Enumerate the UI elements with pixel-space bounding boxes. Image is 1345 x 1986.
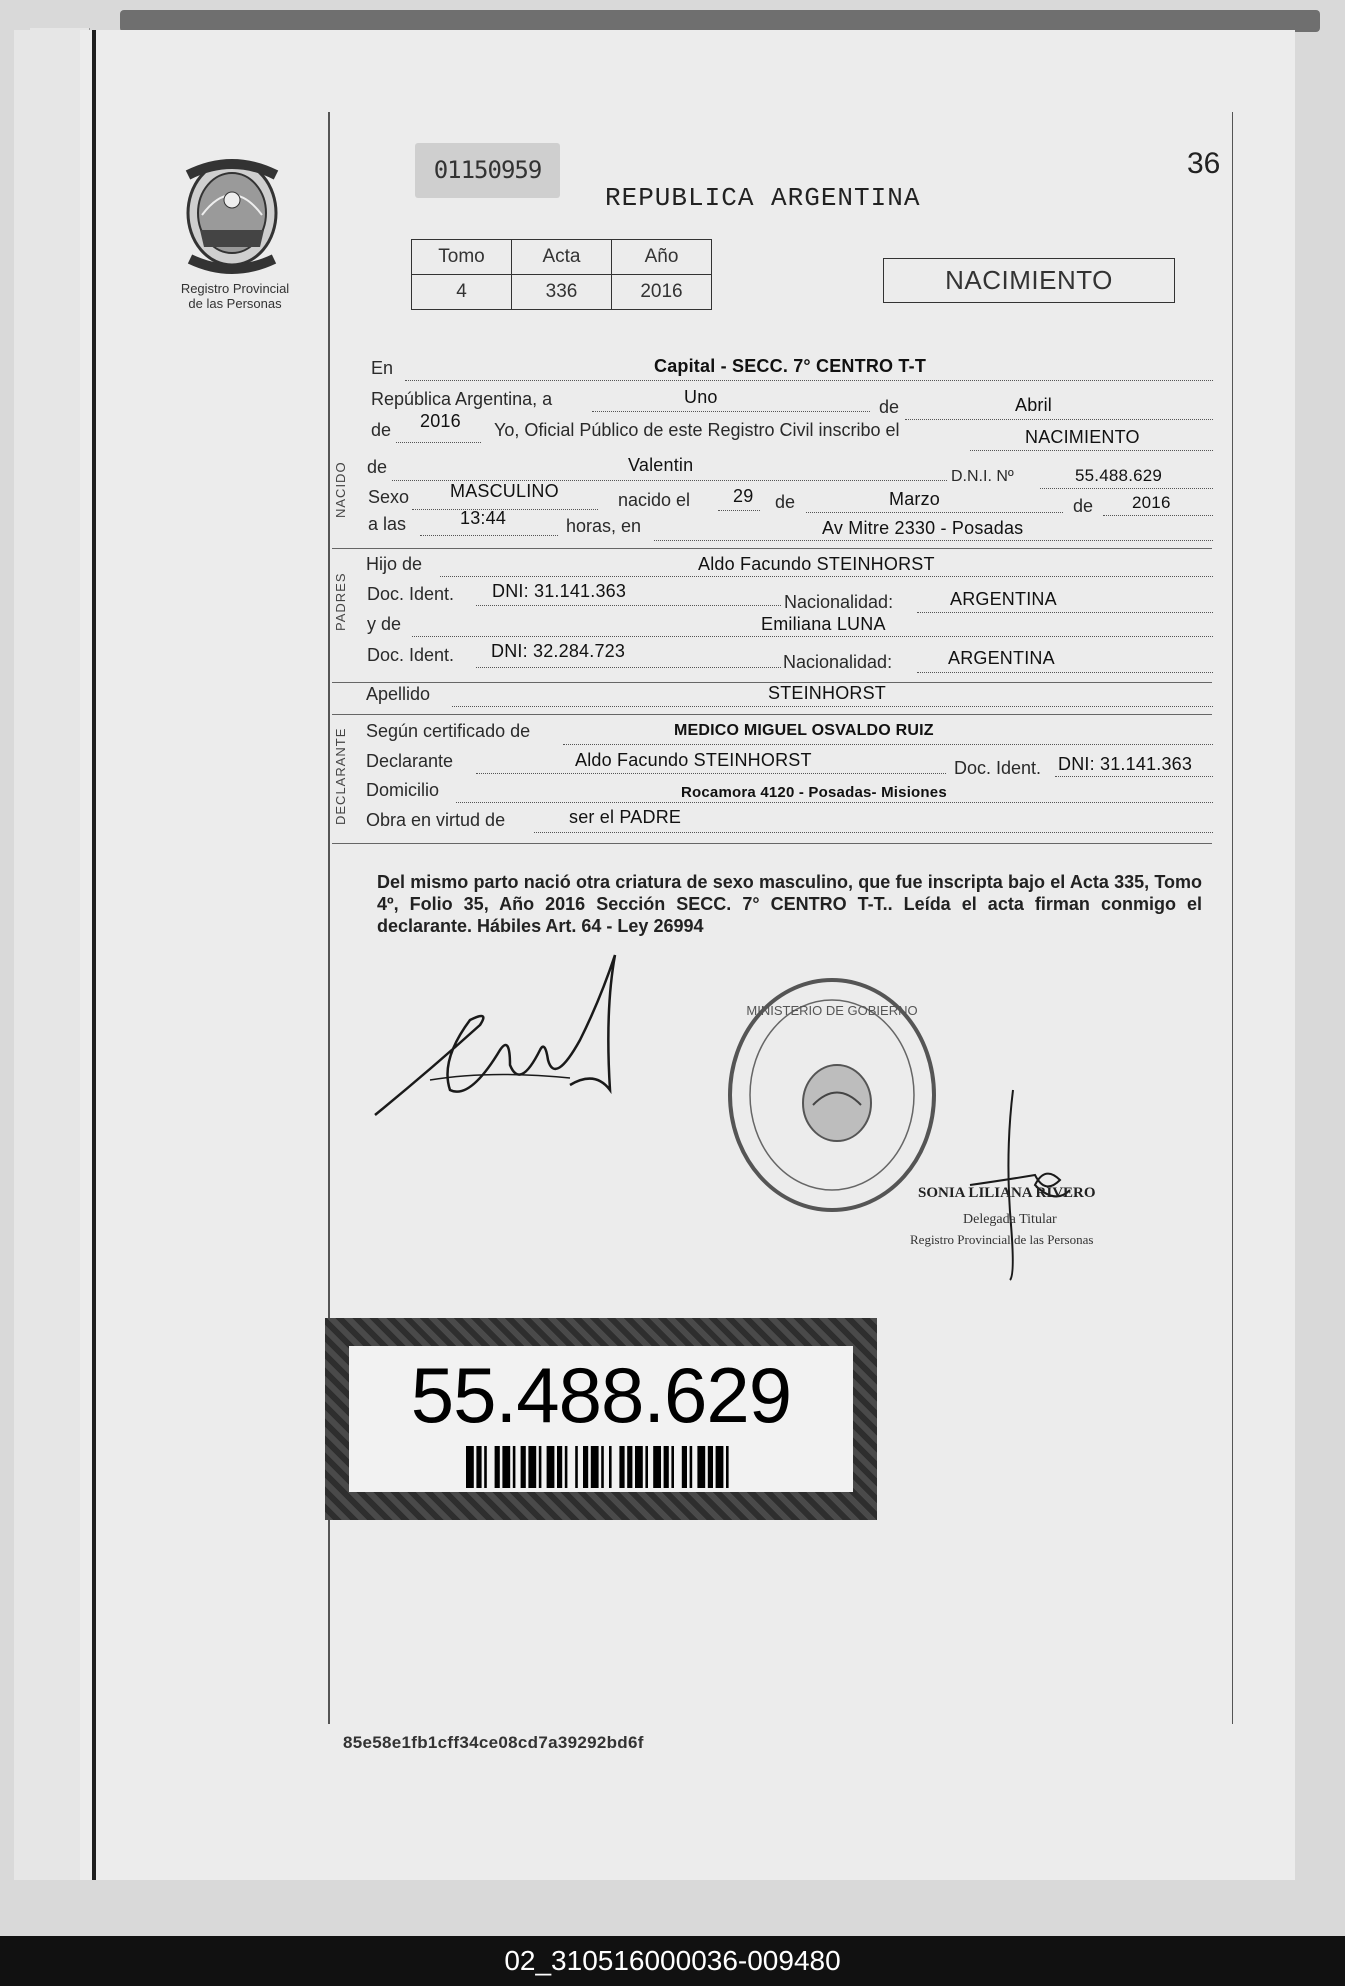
dotted-line xyxy=(1040,488,1213,489)
dotted-line xyxy=(534,832,1213,833)
province-emblem-icon xyxy=(180,155,285,275)
page-number: 36 xyxy=(1187,147,1221,180)
section-label-declarante: DECLARANTE xyxy=(333,727,348,825)
dotted-line xyxy=(592,411,870,412)
record-header-anio: Año xyxy=(612,240,712,275)
record-header-tomo: Tomo xyxy=(412,240,512,275)
dni-label: D.N.I. Nº xyxy=(951,468,1014,485)
dotted-line xyxy=(917,672,1213,673)
record-value-tomo: 4 xyxy=(412,275,512,310)
month-value: Abril xyxy=(1015,395,1053,415)
sex-value: MASCULINO xyxy=(450,481,559,501)
mother-name-value: Emiliana LUNA xyxy=(761,614,886,634)
birth-note: Del mismo parto nació otra criatura de sexo masculino, que fue inscripta bajo el Acta 335, Tomo 4º, Folio 35, Año 2016 Sección SECC. 7° CENTRO T-T.. Leída el acta firman conmigo el declarante. Hábiles Art. 64 - Ley 26994 xyxy=(377,872,1202,936)
birth-time-value: 13:44 xyxy=(460,508,507,528)
barcode-icon xyxy=(466,1446,796,1488)
a-las-label: a las xyxy=(368,514,407,534)
father-nationality-value: ARGENTINA xyxy=(950,589,1057,609)
country-title: REPUBLICA ARGENTINA xyxy=(605,183,921,213)
day-value: Uno xyxy=(684,387,718,407)
serial-number: 01150959 xyxy=(415,143,560,198)
scan-footer-id: 02_310516000036-009480 xyxy=(0,1936,1345,1986)
right-frame-line xyxy=(1232,112,1233,1724)
horas-label: horas, en xyxy=(566,516,642,536)
dotted-line xyxy=(476,667,781,668)
location-value: Capital - SECC. 7° CENTRO T-T xyxy=(654,356,927,376)
doc-ident-label: Doc. Ident. xyxy=(367,645,455,665)
official-office: Registro Provincial de las Personas xyxy=(910,1232,1094,1247)
dotted-line xyxy=(917,612,1213,613)
section-label-padres: PADRES xyxy=(333,572,348,631)
y-de-label: y de xyxy=(367,614,402,634)
oficial-text: Yo, Oficial Público de este Registro Civil inscribo el xyxy=(494,420,900,440)
dotted-line xyxy=(654,540,1213,541)
birth-place-value: Av Mitre 2330 - Posadas xyxy=(822,518,1024,538)
official-name: SONIA LILIANA RIVERO xyxy=(918,1185,1096,1201)
obra-label: Obra en virtud de xyxy=(366,810,506,830)
document-hash: 85e58e1fb1cff34ce08cd7a39292bd6f xyxy=(343,1733,644,1752)
birth-year-value: 2016 xyxy=(1132,493,1171,512)
de-label: de xyxy=(775,492,796,512)
barcode-sticker xyxy=(325,1318,877,1520)
dotted-line xyxy=(563,744,1213,745)
dotted-line xyxy=(476,773,946,774)
de-label: de xyxy=(879,397,900,417)
republica-label: República Argentina, a xyxy=(371,389,553,409)
year-prefix-label: de xyxy=(371,420,392,440)
official-seal-icon xyxy=(725,975,940,1215)
declarante-label: Declarante xyxy=(366,751,454,771)
de-label: de xyxy=(1073,496,1094,516)
father-name-value: Aldo Facundo STEINHORST xyxy=(698,554,935,574)
birth-day-value: 29 xyxy=(733,486,754,506)
child-name-value: Valentin xyxy=(628,455,694,475)
dotted-line xyxy=(905,419,1213,420)
section-label-nacido: NACIDO xyxy=(333,461,348,518)
dotted-line xyxy=(476,605,781,606)
registry-label: Registro Provincial de las Personas xyxy=(180,281,290,311)
dotted-line xyxy=(806,512,1063,513)
nacido-el-label: nacido el xyxy=(618,490,691,510)
dotted-line xyxy=(970,450,1213,451)
dotted-line xyxy=(1103,515,1213,516)
father-doc-value: DNI: 31.141.363 xyxy=(492,581,627,601)
dotted-line xyxy=(440,576,1213,577)
dotted-line xyxy=(456,802,1213,803)
mother-nationality-value: ARGENTINA xyxy=(948,648,1055,668)
year-value: 2016 xyxy=(420,411,461,431)
section-divider xyxy=(332,548,1212,549)
declarant-doc-value: DNI: 31.141.363 xyxy=(1058,754,1193,774)
hijo-de-label: Hijo de xyxy=(366,554,423,574)
page-binding-line xyxy=(92,30,96,1880)
apellido-label: Apellido xyxy=(366,684,431,704)
declarant-name-value: Aldo Facundo STEINHORST xyxy=(575,750,812,770)
dotted-line xyxy=(420,535,558,536)
en-label: En xyxy=(371,358,394,378)
dotted-line xyxy=(405,380,1213,381)
surname-value: STEINHORST xyxy=(768,683,887,703)
nacido-de-label: de xyxy=(367,457,388,477)
dotted-line xyxy=(396,442,481,443)
record-type-box: NACIMIENTO xyxy=(883,258,1175,303)
relation-value: ser el PADRE xyxy=(569,807,682,827)
doc-ident-label: Doc. Ident. xyxy=(367,584,455,604)
dotted-line xyxy=(412,636,1213,637)
sexo-label: Sexo xyxy=(368,487,410,507)
dotted-line xyxy=(1055,776,1213,777)
dotted-line xyxy=(452,706,1213,707)
child-dni-value: 55.488.629 xyxy=(1075,466,1163,485)
svg-text:MINISTERIO DE GOBIERNO: MINISTERIO DE GOBIERNO xyxy=(746,1003,918,1018)
record-table xyxy=(411,239,712,310)
section-divider xyxy=(332,714,1212,715)
record-value-acta: 336 xyxy=(512,275,612,310)
certificate-value: MEDICO MIGUEL OSVALDO RUIZ xyxy=(674,722,934,739)
record-header-acta: Acta xyxy=(512,240,612,275)
inscribe-value: NACIMIENTO xyxy=(1025,427,1140,447)
official-role: Delegada Titular xyxy=(963,1212,1057,1227)
certificado-label: Según certificado de xyxy=(366,721,531,741)
barcode-number: 55.488.629 xyxy=(410,1351,792,1439)
doc-ident-label: Doc. Ident. xyxy=(954,758,1042,778)
dotted-line xyxy=(718,510,760,511)
nacionalidad-label: Nacionalidad: xyxy=(783,652,893,672)
mother-doc-value: DNI: 32.284.723 xyxy=(491,641,626,661)
declarant-signature xyxy=(370,950,650,1120)
section-divider xyxy=(332,843,1212,844)
nacionalidad-label: Nacionalidad: xyxy=(784,592,894,612)
binder-edge xyxy=(120,10,1320,32)
address-value: Rocamora 4120 - Posadas- Misiones xyxy=(681,784,947,801)
birth-month-value: Marzo xyxy=(889,489,941,509)
record-value-anio: 2016 xyxy=(612,275,712,310)
domicilio-label: Domicilio xyxy=(366,780,440,800)
